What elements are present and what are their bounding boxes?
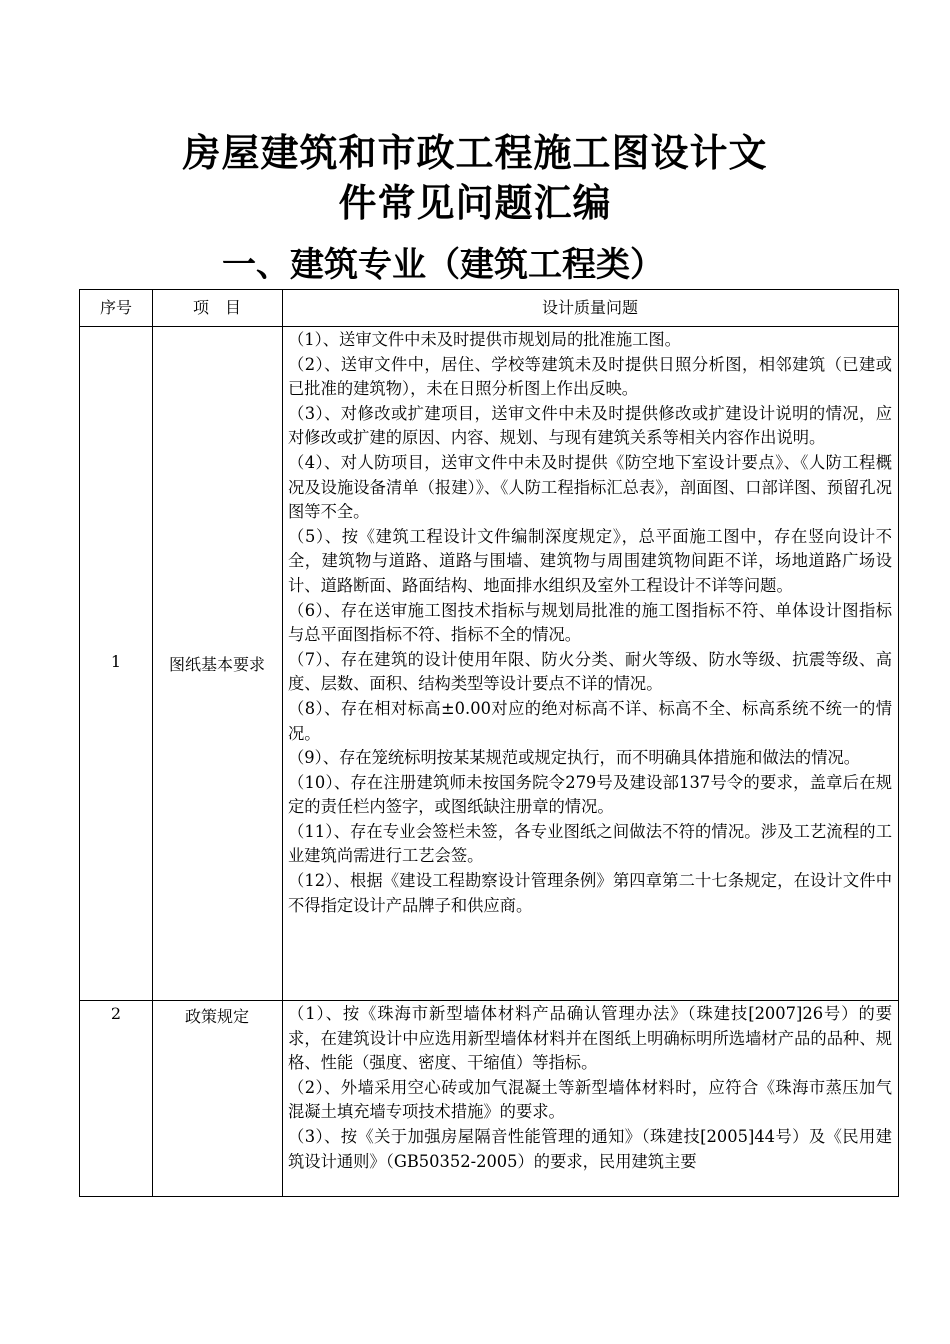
row-item: 政策规定 [184, 1007, 249, 1026]
column-divider [152, 290, 153, 1196]
header-number: 序号 [99, 298, 132, 317]
issue-text: （2）、外墙采用空心砖或加气混凝土等新型墙体材料时，应符合《珠海市蒸压加气混凝土填充墙专项技术措施》的要求。 [288, 1077, 892, 1122]
header-issues: 设计质量问题 [541, 298, 638, 317]
document-title-line1: 房屋建筑和市政工程施工图设计文 [182, 131, 768, 175]
row-issues [288, 328, 892, 918]
issue-text: （8）、存在相对标高±0.00对应的绝对标高不详、标高不全、标高系统不统一的情况。 [288, 698, 892, 743]
issue-text: （10）、存在注册建筑师未按国务院令279号及建设部137号令的要求，盖章后在规定的责任栏内签字，或图纸缺注册章的情况。 [288, 772, 892, 817]
row-item: 图纸基本要求 [168, 655, 265, 674]
issue-text: （3）、对修改或扩建项目，送审文件中未及时提供修改或扩建设计说明的情况，应对修改或扩建的原因、内容、规划、与现有建筑关系等相关内容作出说明。 [288, 403, 892, 448]
issue-text: （5）、按《建筑工程设计文件编制深度规定》，总平面施工图中，存在竖向设计不全，建筑物与道路、道路与围墙、建筑物与周围建筑物间距不详，场地道路广场设计、道路断面、路面结构、地面排水组织及室外工程设计不详等问题。 [288, 526, 892, 595]
issue-text: （4）、对人防项目，送审文件中未及时提供《防空地下室设计要点》、《人防工程概况及设施设备清单（报建）》、《人防工程指标汇总表》，剖面图、口部详图、预留孔况图等不全。 [288, 452, 892, 522]
issue-text: （2）、送审文件中，居住、学校等建筑未及时提供日照分析图，相邻建筑（已建或已批准的建筑物），未在日照分析图上作出反映。 [288, 354, 892, 399]
issue-text: （11）、存在专业会签栏未签，各专业图纸之间做法不符的情况。涉及工艺流程的工业建筑尚需进行工艺会签。 [288, 821, 892, 866]
issue-text: （1）、按《珠海市新型墙体材料产品确认管理办法》（珠建技[2007]26号）的要求，在建筑设计中应选用新型墙体材料并在图纸上明确标明所选墙材产品的品种、规格、性能（强度、密度、干缩值）等指标。 [288, 1004, 892, 1073]
row-issues [288, 1002, 892, 1174]
issue-text: （1）、送审文件中未及时提供市规划局的批准施工图。 [288, 330, 681, 349]
section-title: 一、建筑专业（建筑工程类） [222, 245, 664, 285]
issue-text: （3）、按《关于加强房屋隔音性能管理的通知》（珠建技[2005]44号）及《民用建筑设计通则》（GB50352-2005）的要求，民用建筑主要 [288, 1126, 892, 1171]
issue-text: （7）、存在建筑的设计使用年限、防火分类、耐火等级、防水等级、抗震等级、高度、层数、面积、结构类型等设计要点不详的情况。 [288, 649, 892, 694]
issue-text: （9）、存在笼统标明按某某规范或规定执行，而不明确具体措施和做法的情况。 [288, 748, 861, 768]
header-item: 项 目 [192, 298, 241, 317]
document-title-line2: 件常见问题汇编 [338, 181, 612, 225]
row-divider [80, 1000, 898, 1001]
row-number: 1 [110, 652, 122, 671]
row-number: 2 [110, 1004, 122, 1023]
issue-text: （6）、存在送审施工图技术指标与规划局批准的施工图指标不符、单体设计图指标与总平面图指标不符、指标不全的情况。 [288, 600, 892, 645]
column-divider [282, 290, 283, 1196]
issues-table [79, 289, 899, 1197]
row-divider [80, 326, 898, 327]
issue-text: （12）、根据《建设工程勘察设计管理条例》第四章第二十七条规定，在设计文件中不得指定设计产品牌子和供应商。 [288, 871, 892, 915]
